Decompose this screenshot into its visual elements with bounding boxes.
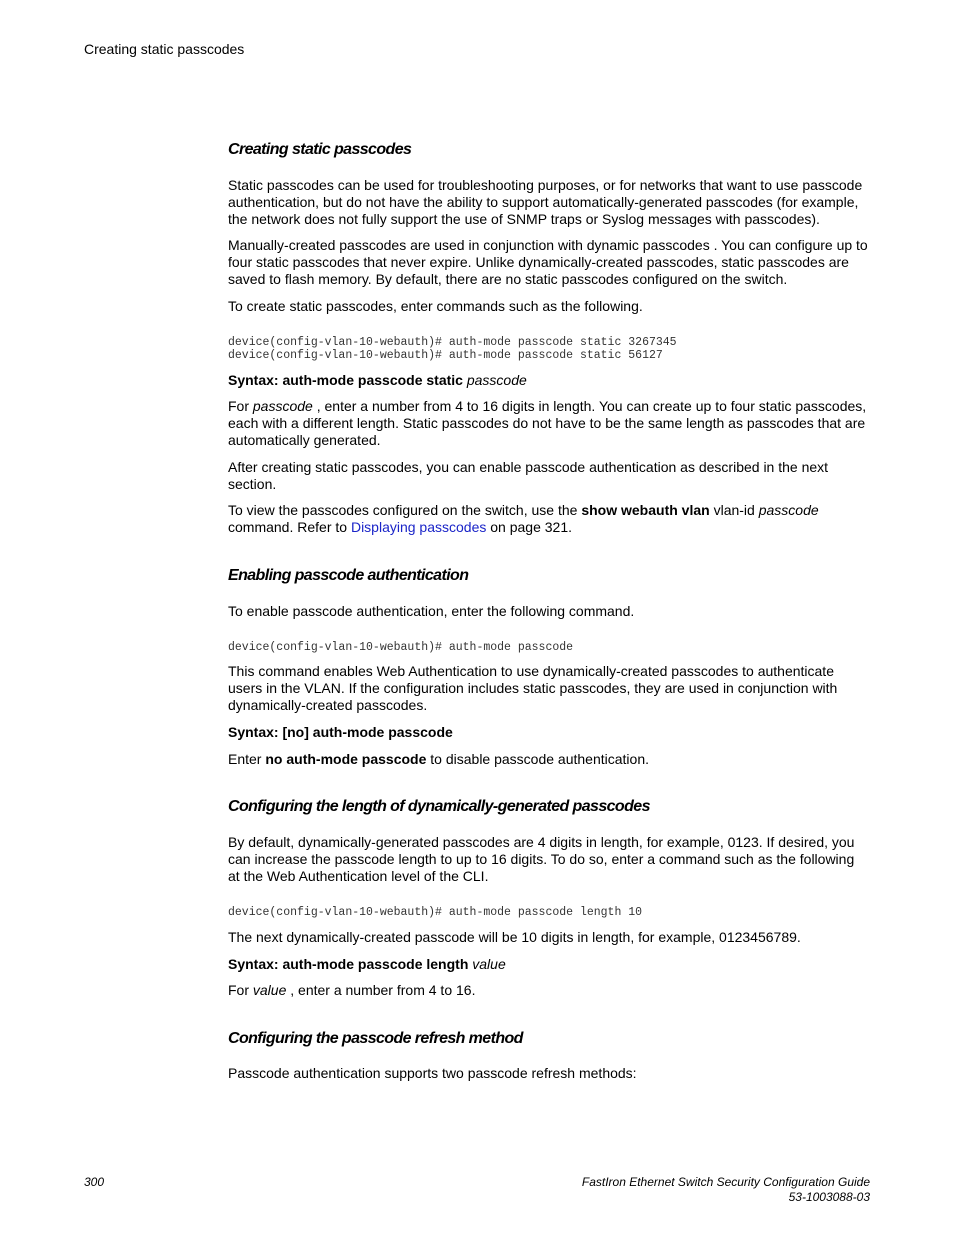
syntax-line: Syntax: [no] auth-mode passcode [228, 724, 453, 740]
text: To view the passcodes configured on the switch, use the [228, 502, 578, 518]
code-line: device(config-vlan-10-webauth)# auth-mode passcode [228, 641, 574, 654]
syntax-line [228, 372, 868, 389]
running-header: Creating static passcodes [84, 41, 245, 57]
syntax-line [228, 956, 868, 973]
doc-number: 53-1003088-03 [788, 1190, 870, 1204]
syntax-command: Syntax: auth-mode passcode length [228, 956, 469, 972]
paragraph: Static passcodes can be used for troubleshooting purposes, or for networks that want to use passcode authentication, but do not have the ability to support automatically-generated passcodes (for example, the network does not fully support the use of SNMP traps or Syslog messages with passcodes). [228, 177, 863, 228]
command-text: no auth-mode passcode [265, 751, 427, 767]
code-line: device(config-vlan-10-webauth)# auth-mode passcode static 3267345 [228, 336, 677, 349]
paragraph [228, 398, 868, 450]
paragraph [228, 751, 868, 768]
paragraph: To create static passcodes, enter commands such as the following. [228, 298, 643, 314]
syntax-param: value [472, 956, 506, 972]
section-title-passcode-length: Configuring the length of dynamically-generated passcodes [228, 798, 650, 815]
paragraph: Passcode authentication supports two passcode refresh methods: [228, 1065, 637, 1081]
paragraph: This command enables Web Authentication to use dynamically-created passcodes to authenticate users in the VLAN. If the configuration includes static passcodes, they are used in conjunction with dynamically-created passcodes. [228, 663, 838, 714]
param-text: passcode [758, 502, 819, 518]
text: For [228, 982, 249, 998]
text: command. Refer to [228, 519, 348, 536]
syntax-command: Syntax: auth-mode passcode static [228, 372, 463, 388]
paragraph [228, 502, 868, 536]
param-text: value [252, 982, 287, 998]
section-title-static-passcodes: Creating static passcodes [228, 141, 412, 158]
displaying-passcodes-link[interactable]: Displaying passcodes [350, 519, 487, 536]
page-number: 300 [84, 1175, 105, 1189]
code-line: device(config-vlan-10-webauth)# auth-mode passcode static 56127 [228, 349, 663, 362]
footer-doc-info [582, 1175, 870, 1205]
param-text: passcode [252, 398, 313, 414]
guide-title: FastIron Ethernet Switch Security Configuration Guide [581, 1175, 870, 1189]
text: , enter a number from 4 to 16 digits in length. You can create up to four static passcodes, each with a different length. Static passcodes do not have to be the same length as passcodes that are automatically generated. [228, 398, 867, 449]
paragraph: To enable passcode authentication, enter the following command. [228, 603, 635, 619]
code-line: device(config-vlan-10-webauth)# auth-mode passcode length 10 [228, 906, 643, 919]
text: on page 321. [490, 519, 572, 536]
paragraph: The next dynamically-created passcode will be 10 digits in length, for example, 0123456789. [228, 929, 801, 945]
text: , enter a number from 4 to 16. [290, 982, 476, 998]
paragraph: After creating static passcodes, you can enable passcode authentication as described in the next section. [228, 459, 829, 493]
text: vlan-id [713, 502, 755, 518]
text: to disable passcode authentication. [430, 751, 649, 767]
command-text: show webauth vlan [581, 502, 710, 518]
text: For [228, 398, 249, 414]
syntax-param: passcode [466, 372, 527, 388]
paragraph: Manually-created passcodes are used in conjunction with dynamic passcodes . You can configure up to four static passcodes that never expire. Unlike dynamically-created passcodes, static passcodes are saved to flash memory. By default, there are no static passcodes configured on the switch. [228, 237, 868, 288]
paragraph [228, 982, 868, 999]
text: Enter [228, 751, 262, 767]
section-title-enabling-auth: Enabling passcode authentication [228, 567, 469, 584]
paragraph: By default, dynamically-generated passcodes are 4 digits in length, for example, 0123. If desired, you can increase the passcode length to up to 16 digits. To do so, enter a command such as the following at the Web Authentication level of the CLI. [228, 834, 855, 885]
section-title-refresh-method: Configuring the passcode refresh method [228, 1030, 523, 1047]
